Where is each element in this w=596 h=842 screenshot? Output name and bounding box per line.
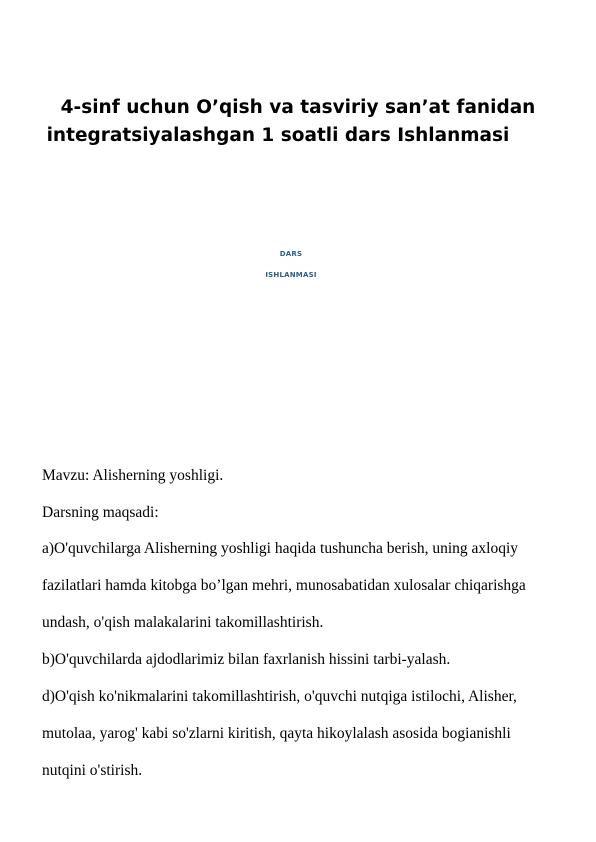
logo-text-ishlanmasi: ISHLANMASI	[265, 271, 317, 279]
goal-heading: Darsning maqsadi:	[42, 504, 159, 521]
title-line-2: integratsiyalashgan 1 soatli dars Ishlanmasi	[46, 125, 510, 146]
body-line: d)O'qish ko'nikmalarini takomillashtirish, o'quvchi nutqiga istilochi, Alisher,	[42, 688, 517, 705]
body-line: undash, o'qish malakalarini takomillashtirish.	[42, 614, 324, 631]
body-line: nutqini o'stirish.	[42, 762, 143, 779]
body-line: mutolaa, yarog' kabi so'zlarni kiritish, qayta hikoylalash asosida bogianishli	[42, 725, 511, 742]
logo-text-dars: DARS	[279, 250, 303, 258]
body-line: b)O'quvchilarda ajdodlarimiz bilan faxrlanish hissini tarbi-yalash.	[42, 651, 451, 668]
topic-line: Mavzu: Alisherning yoshligi.	[42, 467, 224, 484]
body-line: a)O'quvchilarga Alisherning yoshligi haqida tushuncha berish, uning axloqiy	[42, 540, 519, 557]
body-line: fazilatlari hamda kitobga bo’lgan mehri, munosabatidan xulosalar chiqarishga	[42, 577, 526, 594]
title-line-1: 4-sinf uchun O’qish va tasviriy san’at fanidan	[60, 97, 536, 118]
